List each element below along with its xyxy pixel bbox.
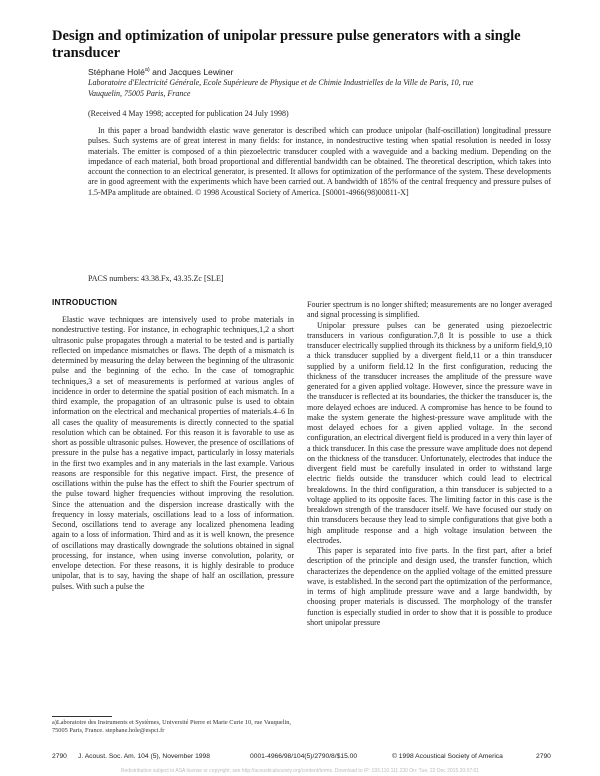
footer-page-left: 2790 <box>52 753 67 760</box>
right-column <box>307 300 552 628</box>
author-footnote-mark: a) <box>144 67 150 74</box>
paper-title: Design and optimization of unipolar pressure pulse generators with a single transducer <box>52 28 521 61</box>
footnote-rule <box>52 716 112 717</box>
author-first: Stéphane Holé <box>88 67 145 77</box>
body-paragraph: Elastic wave techniques are intensively used to probe materials in nondestructive testing. For instance, in echographic techniques,1,2 a short ultrasonic pulse propagates through a material to be tested and is partially reflected on impedance mismatches or flaws. The depth of a mismatch is determined by measuring the delay between the beginning of the ultrasonic pulse and the beginning of the echo. In the case of tomographic techniques,3 a set of measurements is performed at various angles of incidence in order to determine the spatial position of each mismatch. In a third example, the propagation of an ultrasonic pulse is used to obtain information on the electrical and mechanical properties of materials.4–6 In all cases the quality of measurements is directly connected to the spatial resolution which can be obtained. For this reason it is favorable to use as short as possible ultrasonic pulses. However, the presence of oscillations of pressure in the pulse has a negative impact, particularly in lossy materials in the first two examples and in any materials in the last example. Various reasons are responsible for this negative impact. First, the presence of oscillations within the pulse has the effect to shift the Fourier spectrum of the pulse toward higher frequencies without improving the resolution. Since the attenuation and the dispersion increase drastically with the frequency in lossy materials, oscillations lead to a loss of information. Second, oscillations tend to average any localized phenomena leading again to a loss of information. Third and as it is well known, the presence of oscillations may drastically downgrade the solutions obtained in signal processing, for instance, when using inverse convolution, polarity, or envelope detection. For these reasons, it is highly desirable to produce unipolar, that is to say, having the shape of half an oscillation, pressure pulses. With such a pulse the <box>52 315 294 591</box>
footer-page-right: 2790 <box>536 753 551 760</box>
author-rest: and Jacques Lewiner <box>149 67 234 77</box>
section-heading-introduction: INTRODUCTION <box>52 298 118 307</box>
affiliation: Laboratoire d'Electricité Générale, Ecole Supérieure de Physique et de Chimie Industrielles de la Ville de Paris, 10, rue Vauquelin, 75005 Paris, France <box>88 78 474 98</box>
body-paragraph: Unipolar pressure pulses can be generated using piezoelectric transducers in various configuration.7,8 It is possible to use a thick transducer electrically supplied through its thickness by a uniform field,9,10 a thick transducer supplied by a divergent field,11 or a thin transducer supplied by a uniform field.12 In the first configuration, reducing the thickness of the transducer increases the amplitude of the pressure wave generated for a given applied voltage. However, since the pressure wave in the transducer is reflected at its boundaries, the thicker the transducer is, the more delayed echoes are induced. A compromise has hence to be found to make the system generate the highest-pressure wave amplitude with the most delayed echoes for a given applied voltage. In the second configuration, an electrical divergent field is produced in a very thin layer of a thick transducer. In this case the pressure wave amplitude does not depend on the thickness of the transducer. Unfortunately, electrodes that induce the divergent field must be carefully insulated in order to withstand large electric fields outside the transducer which could lead to electrical breakdowns. In the third configuration, a thin transducer is subjected to a voltage applied to its opposite faces. The limiting factor in this case is the breakdown strength of the transducer itself. We have focused our study on thin transducers because they lead to simple configurations that give both a high amplitude response and a high voltage insulation between the electrodes. <box>307 320 552 545</box>
authors-line <box>88 67 233 77</box>
footer-code: 0001-4966/98/104(5)/2790/8/$15.00 <box>250 753 358 760</box>
left-column <box>52 315 294 592</box>
body-paragraph: This paper is separated into five parts. In the first part, after a brief description of the principle and design used, the transfer function, which characterizes the dependence on the applied voltage of the emitted pressure wave, is established. In the second part the optimization of the performance, in terms of high amplitude pressure wave and a large bandwidth, by choosing proper materials is discussed. The morphology of the transfer function is especially studied in order to show that it is possible to produce short unipolar pressure <box>307 546 552 627</box>
received-dates: (Received 4 May 1998; accepted for publication 24 July 1998) <box>88 109 289 118</box>
footer-journal: J. Acoust. Soc. Am. 104 (5), November 1998 <box>78 753 210 760</box>
footnote: a)Laboratoire des Instruments et Systèmes, Université Pierre et Marie Curie 10, rue Vauquelin, 75005 Paris, France. stephane.hole@espci.fr <box>52 719 291 734</box>
body-paragraph: Fourier spectrum is no longer shifted; measurements are no longer averaged and signal processing is simplified. <box>307 300 552 320</box>
page-footer <box>52 753 552 763</box>
abstract: In this paper a broad bandwidth elastic wave generator is described which can produce unipolar (half-oscillation) longitudinal pressure pulses. Such systems are of great interest in many fields: for instance, in nondestructive testing when spatial resolution is needed in lossy materials. The emitter is composed of a thin piezoelectric transducer coupled with a waveguide and a backing medium. Depending on the impedance of each material, both broad proportional and differential bandwidth can be obtained. The theoretical description, which takes into account the connection to an electrical generator, is presented. It allows for optimization of the performance of the system. These developments are in good agreement with the experiments which have been carried out. A bandwidth of 185% of the central frequency and pressure pulses of 1.5-MPa amplitude are obtained. © 1998 Acoustical Society of America. [S0001-4966(98)00811-X] <box>88 126 551 197</box>
footer-copyright: © 1998 Acoustical Society of America <box>392 753 503 760</box>
pacs-numbers: PACS numbers: 43.38.Fx, 43.35.Zc [SLE] <box>88 274 224 283</box>
redistribution-notice: Redistribution subject to ASA license or copyright; see http://acousticalsociety.org/content/terms. Download to IP: 193.110.111.230 On: Tue, 22 Dec 2015 20:07:01 <box>120 768 480 774</box>
